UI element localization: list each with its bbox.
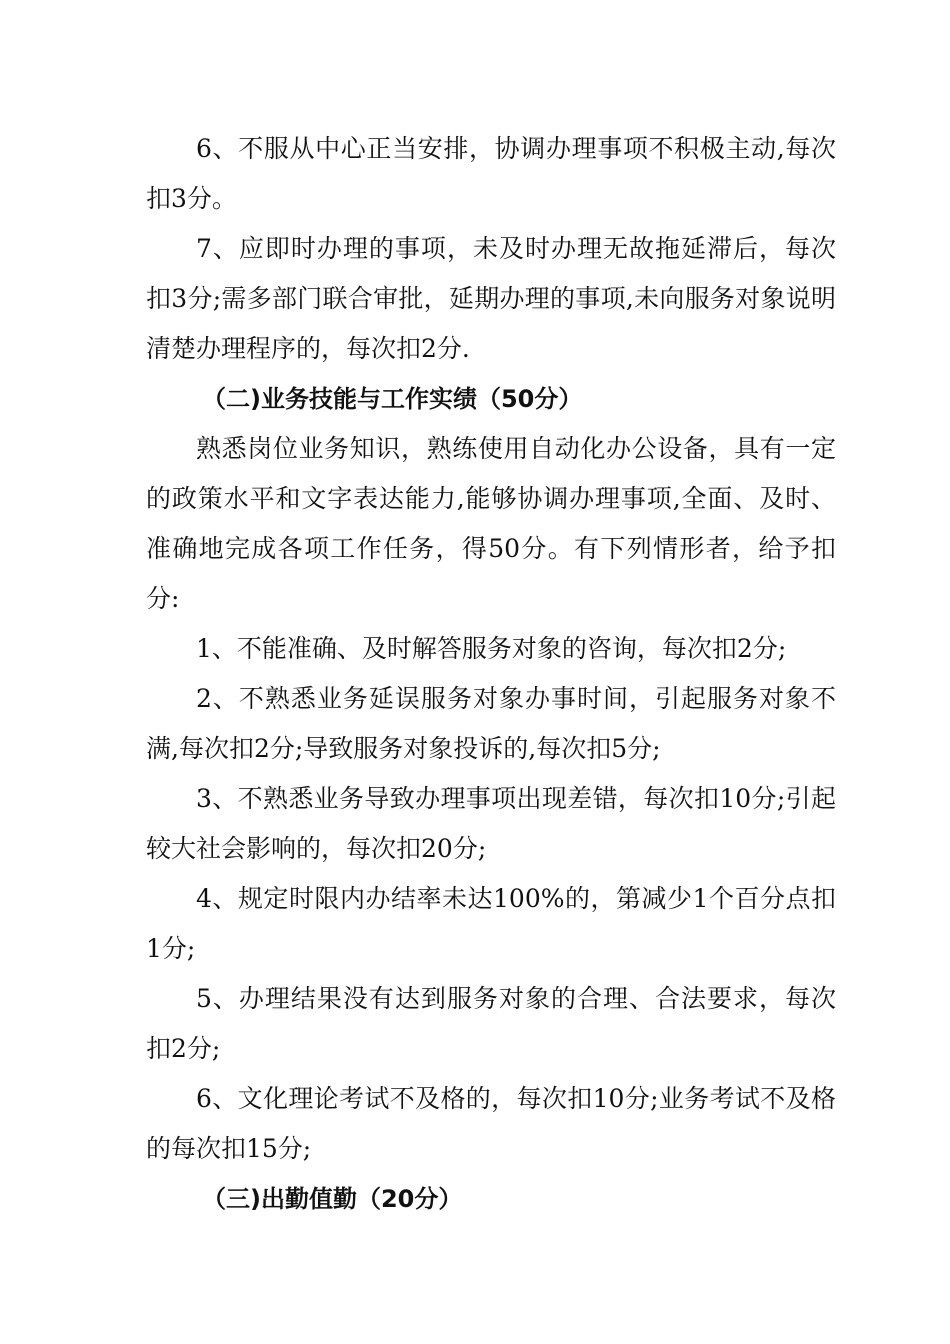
paragraph-item-7-timeliness: 7、应即时办理的事项，未及时办理无故拖延滞后，每次扣3分;需多部门联合审批，延期办理的事项,未向服务对象说明清楚办理程序的，每次扣2分. xyxy=(146,234,836,363)
paragraph-item-6-cooperation: 6、不服从中心正当安排，协调办理事项不积极主动,每次扣3分。 xyxy=(146,134,836,213)
section-heading-business-skills: （二)业务技能与工作实绩（50分） xyxy=(202,385,583,413)
document-body xyxy=(146,124,836,1224)
paragraph-item-3-errors: 3、不熟悉业务导致办理事项出现差错，每次扣10分;引起较大社会影响的，每次扣20分; xyxy=(146,784,836,863)
paragraph-business-skills-intro: 熟悉岗位业务知识，熟练使用自动化办公设备，具有一定的政策水平和文字表达能力,能够协调办理事项,全面、及时、准确地完成各项工作任务，得50分。有下列情形者，给予扣分: xyxy=(146,434,836,613)
paragraph-item-2-delay: 2、不熟悉业务延误服务对象办事时间，引起服务对象不满,每次扣2分;导致服务对象投诉的,每次扣5分; xyxy=(146,684,836,763)
paragraph-item-5-results: 5、办理结果没有达到服务对象的合理、合法要求，每次扣2分; xyxy=(146,984,836,1063)
section-heading-attendance: （三)出勤值勤（20分） xyxy=(202,1185,463,1213)
paragraph-item-1-consultation: 1、不能准确、及时解答服务对象的咨询，每次扣2分; xyxy=(196,634,787,663)
paragraph-item-6-exams: 6、文化理论考试不及格的，每次扣10分;业务考试不及格的每次扣15分; xyxy=(146,1084,836,1163)
paragraph-item-4-completion-rate: 4、规定时限内办结率未达100%的，第减少1个百分点扣1分; xyxy=(146,884,836,963)
